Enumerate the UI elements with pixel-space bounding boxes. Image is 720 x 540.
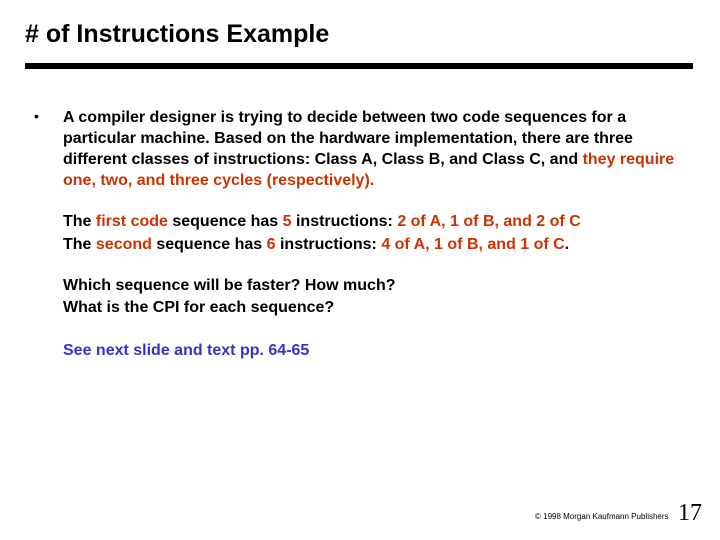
second-seq-period: . xyxy=(564,236,570,253)
slide-body xyxy=(63,107,693,361)
page-number: 17 xyxy=(678,500,702,526)
first-seq-text-e: instructions: xyxy=(291,213,398,230)
first-seq-label: first code xyxy=(95,213,168,230)
reference-note: See next slide and text pp. 64-65 xyxy=(63,342,310,359)
first-sequence-line xyxy=(63,213,581,230)
second-seq-text-c: sequence has xyxy=(151,236,267,253)
second-seq-text-a: The xyxy=(63,236,96,253)
slide-title: # of Instructions Example xyxy=(25,20,330,48)
questions xyxy=(63,275,693,319)
second-seq-breakdown: 4 of A, 1 of B, and 1 of C xyxy=(381,236,565,253)
question-cpi: What is the CPI for each sequence? xyxy=(63,299,335,316)
first-seq-text-c: sequence has xyxy=(167,213,283,230)
question-faster: Which sequence will be faster? How much? xyxy=(63,277,396,294)
bullet-point: • xyxy=(34,108,39,124)
first-seq-breakdown: 2 of A, 1 of B, and 2 of C xyxy=(397,213,581,230)
problem-statement xyxy=(63,107,693,191)
cycles-highlight: they require one, two, and three cycles (respectively). xyxy=(63,151,675,189)
copyright-footer: © 1998 Morgan Kaufmann Publishers xyxy=(535,512,669,521)
problem-text: A compiler designer is trying to decide between two code sequences for a particular machine. Based on the hardware implementation, there are three different classes of instructions: Class A, Class B, and Class C, and xyxy=(63,109,633,168)
sequence-descriptions xyxy=(63,210,693,256)
title-divider xyxy=(25,63,693,69)
first-seq-text-a: The xyxy=(63,213,96,230)
second-sequence-line xyxy=(63,236,569,253)
second-seq-label: second xyxy=(95,236,152,253)
first-seq-count: 5 xyxy=(282,213,292,230)
second-seq-count: 6 xyxy=(266,236,276,253)
second-seq-text-e: instructions: xyxy=(275,236,382,253)
